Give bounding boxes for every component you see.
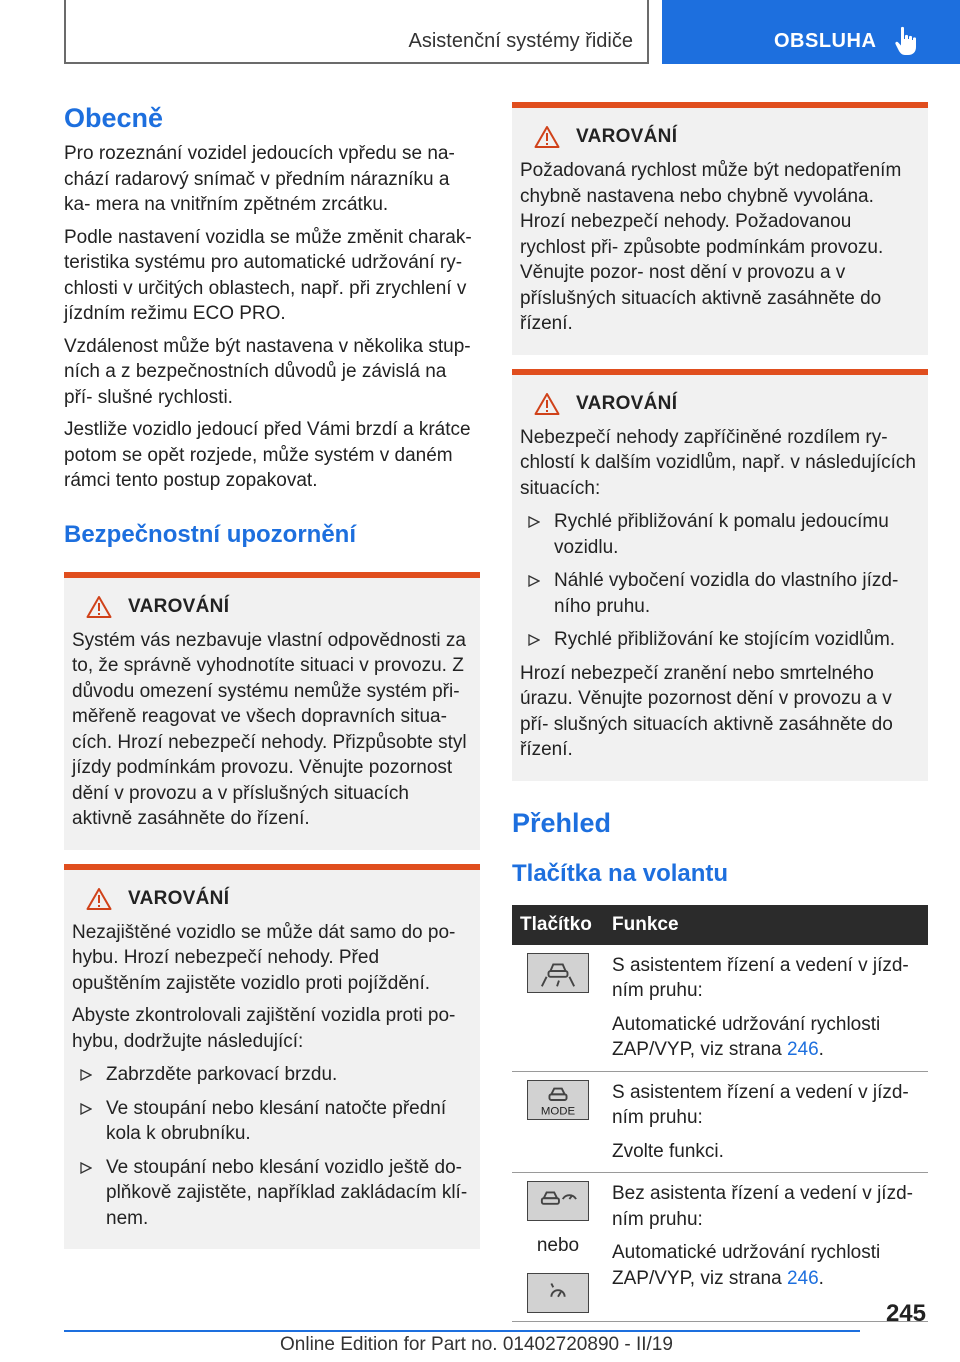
- triangle-bullet-icon: [80, 1103, 92, 1115]
- function-cell: S asistentem řízení a vedení v jízd‐ ním pruhu: Automatické udržování rychlosti ZAP/VYP, viz strana 246.: [604, 945, 928, 1072]
- list-item: Ve stoupání nebo klesání vozidlo ještě do‐ plňkově zajistěte, například zakládacím klí‐ nem.: [72, 1155, 472, 1232]
- list-item: Náhlé vybočení vozidla do vlastního jízd‐ ního pruhu.: [520, 568, 920, 619]
- button-cell: [512, 1071, 604, 1173]
- right-column: [512, 102, 928, 1322]
- column-header-function: Funkce: [604, 905, 928, 945]
- cruise-on-off-button-icon: [527, 1181, 589, 1221]
- warning-title: VAROVÁNÍ: [576, 392, 678, 414]
- section-title: Asistenční systémy řidiče: [408, 30, 633, 52]
- edition-note: Online Edition for Part no. 01402720890 - II/19: [280, 1334, 673, 1355]
- or-label: nebo: [536, 1235, 580, 1256]
- warning-text: Hrozí nebezpečí zranění nebo smrtelného úrazu. Věnujte pozornost dění v provozu a v pří‐ slušných situacích aktivně zasáhněte do řízení.: [520, 662, 893, 760]
- table-row: [512, 1071, 928, 1173]
- triangle-bullet-icon: [80, 1069, 92, 1081]
- triangle-bullet-icon: [80, 1162, 92, 1174]
- buttons-table: [512, 905, 928, 1322]
- list-item: Ve stoupání nebo klesání natočte přední kola k obrubníku.: [72, 1096, 472, 1147]
- button-cell: [512, 945, 604, 1072]
- paragraph: Vzdálenost může být nastavena v několika stup‐ ních a z bezpečnostních důvodů je závislá na pří‐ slušné rychlosti.: [64, 335, 471, 408]
- warning-title: VAROVÁNÍ: [128, 887, 230, 909]
- column-header-button: Tlačítko: [512, 905, 604, 945]
- paragraph: Pro rozeznání vozidel jedoucích vpředu se na‐ chází radarový snímač v předním nárazníku a ka‐ mera na vnitřním zpětném zrcátku.: [64, 143, 455, 215]
- heading-general: Obecně: [64, 103, 164, 133]
- page-number: 245: [885, 1300, 926, 1327]
- heading-overview: Přehled: [512, 807, 612, 838]
- bullet-list: [72, 1062, 472, 1231]
- warning-title: VAROVÁNÍ: [576, 126, 678, 147]
- left-column: [64, 102, 480, 1249]
- function-cell: Bez asistenta řízení a vedení v jízd‐ ním pruhu: Automatické udržování rychlosti ZAP/VYP, viz strana 246.: [604, 1173, 928, 1322]
- header-section-box: [64, 0, 649, 64]
- warning-title: VAROVÁNÍ: [128, 595, 230, 617]
- table-header-row: [512, 905, 928, 945]
- warning-text: Nezajištěné vozidlo se může dát samo do po‐ hybu. Hrozí nebezpečí nehody. Před opuštěním zajistěte vozidlo proti pojíždění.: [72, 921, 456, 994]
- list-item: Zabrzděte parkovací brzdu.: [72, 1062, 472, 1088]
- table-row: [512, 945, 928, 1072]
- warning-box: [64, 572, 480, 850]
- warning-triangle-icon: [534, 125, 560, 149]
- heading-steering-buttons: Tlačítka na volantu: [512, 859, 729, 887]
- heading-safety: Bezpečnostní upozornění: [64, 520, 357, 548]
- warning-box: [64, 864, 480, 1250]
- svg-text:MODE: MODE: [540, 1104, 576, 1117]
- footer-divider: [64, 1330, 860, 1332]
- warning-box: [512, 369, 928, 781]
- warning-text: Systém vás nezbavuje vlastní odpovědnosti za to, že správně vyhodnotíte situaci v provozu. Z důvodu omezení systému nemůže systém při‐ měřeně reagovat ve všech dopravních situa‐ cích. Hrozí nebezpečí nehody. Přizpůsobte styl jízdy podmínkám provozu. Věnujte pozornost dění v provozu a v příslušných situacích aktivně zasáhněte do řízení.: [72, 629, 467, 829]
- button-cell: [512, 1173, 604, 1322]
- page-link[interactable]: 246: [786, 1039, 819, 1060]
- mode-button-icon: [527, 1080, 589, 1120]
- warning-box: [512, 102, 928, 355]
- chapter-tab[interactable]: [662, 0, 960, 64]
- warning-triangle-icon: [86, 595, 112, 619]
- warning-triangle-icon: [534, 392, 560, 416]
- speed-limiter-button-icon: [527, 1273, 589, 1313]
- warning-triangle-icon: [86, 887, 112, 911]
- triangle-bullet-icon: [528, 516, 540, 528]
- triangle-bullet-icon: [528, 634, 540, 646]
- pointing-hand-icon: [894, 26, 920, 56]
- list-item: Rychlé přibližování k pomalu jedoucímu vozidlu.: [520, 509, 920, 560]
- function-cell: S asistentem řízení a vedení v jízd‐ ním pruhu: Zvolte funkci.: [604, 1071, 928, 1173]
- table-row: [512, 1173, 928, 1322]
- cruise-lane-assist-button-icon: [527, 953, 589, 993]
- paragraph: Podle nastavení vozidla se může změnit charak‐ teristika systému pro automatické udržování ry‐ chlosti v určitých oblastech, např. při zrychlení v jízdním režimu ECO PRO.: [64, 226, 472, 324]
- page-link[interactable]: 246: [786, 1267, 819, 1289]
- warning-text: Abyste zkontrolovali zajištění vozidla proti po‐ hybu, dodržujte následující:: [72, 1005, 456, 1052]
- bullet-list: [520, 509, 920, 653]
- triangle-bullet-icon: [528, 575, 540, 587]
- paragraph: Jestliže vozidlo jedoucí před Vámi brzdí a krátce potom se opět rozjede, může systém v daném rámci tento postup zopakovat.: [64, 419, 471, 491]
- warning-text: Požadovaná rychlost může být nedopatřením chybně nastavena nebo chybně vyvolána. Hrozí nebezpečí nehody. Požadovanou rychlost při‐ způsobte podmínkám provozu. Věnujte pozor‐ nost dění v provozu a v příslušných situacích aktivně zasáhněte do řízení.: [520, 160, 902, 334]
- list-item: Rychlé přibližování ke stojícím vozidlům.: [520, 627, 920, 653]
- warning-text: Nebezpečí nehody zapříčiněné rozdílem ry‐ chlostí k dalším vozidlům, např. v následujících situacích:: [520, 426, 917, 499]
- chapter-tab-label: OBSLUHA: [774, 30, 877, 52]
